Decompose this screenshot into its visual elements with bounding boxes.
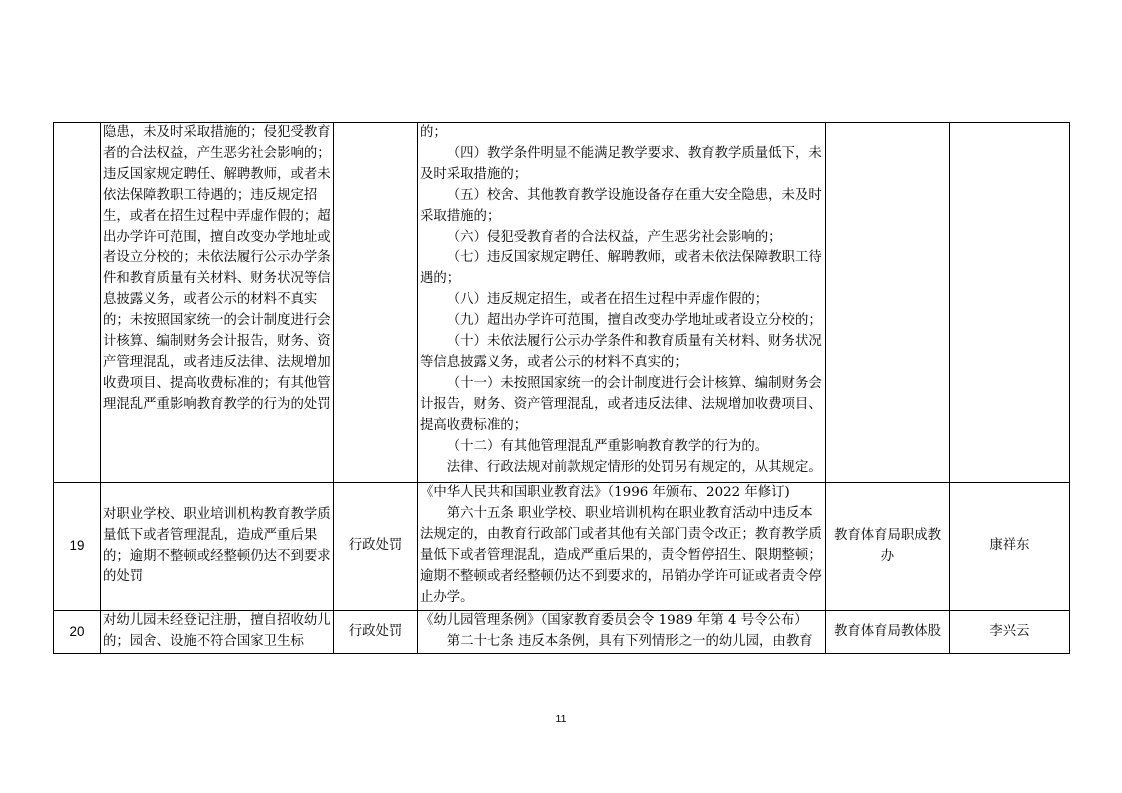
action-type-cell (334, 123, 418, 483)
basis-line: 第六十五条 职业学校、职业培训机构在职业教育活动中违反本法规定的，由教育行政部门或者其他有关部门责令改正；教育教学质量低下或者管理混乱，造成严重后果的，责令暂停招生、限期整顿；逾期不整顿或者经整顿仍达不到要求的，吊销办学许可证或者责令停止办学。 (420, 505, 822, 605)
page-number: 11 (555, 713, 567, 725)
basis-line: 《幼儿园管理条例》（国家教育委员会令 1989 年第 4 号令公布） (420, 613, 808, 628)
action-type-cell: 行政处罚 (334, 611, 418, 654)
basis-line: （五）校舍、其他教育教学设施设备存在重大安全隐患，未及时采取措施的； (420, 187, 822, 224)
basis-line: （八）违反规定招生，或者在招生过程中弄虚作假的； (446, 292, 769, 308)
basis-line: （七）违反国家规定聘任、解聘教师，或者未依法保障教职工待遇的； (420, 250, 822, 287)
table-row (54, 483, 1070, 611)
responsible-person-cell: 李兴云 (950, 611, 1070, 654)
table-row (54, 123, 1070, 483)
responsible-person-cell (950, 123, 1070, 483)
department-cell (826, 123, 950, 483)
item-name-text: 对幼儿园未经登记注册，擅自招收幼儿的；园舍、设施不符合国家卫生标 (103, 613, 331, 649)
basis-line: （九）超出办学许可范围，擅自改变办学地址或者设立分校的； (446, 313, 822, 329)
legal-basis-cell (418, 611, 826, 654)
legal-basis-cell (418, 123, 826, 483)
basis-line: 第二十七条 违反本条例，具有下列情形之一的幼儿园，由教育 (446, 633, 813, 649)
department-cell: 教育体育局教体股 (826, 611, 950, 654)
basis-line: （十一）未按照国家统一的会计制度进行会计核算、编制财务会计报告，财务、资产管理混乱，或者违反法律、法规增加收费项目、提高收费标准的； (420, 375, 822, 433)
table-row (54, 611, 1070, 654)
basis-line: 《中华人民共和国职业教育法》（1996 年颁布、2022 年修订) (420, 485, 790, 500)
row-number: 20 (54, 611, 101, 654)
basis-line: （十二）有其他管理混乱严重影响教育教学的行为的。 (446, 438, 769, 454)
enforcement-table (53, 122, 1070, 654)
item-name-text: 对职业学校、职业培训机构教育教学质量低下或者管理混乱，造成严重后果的；逾期不整顿或经整顿仍达不到要求的处罚 (103, 506, 331, 585)
item-name-text: 隐患，未及时采取措施的；侵犯受教育者的合法权益，产生恶劣社会影响的；违反国家规定聘任、解聘教师，或者未依法保障教职工待遇的；违反规定招生，或者在招生过程中弄虚作假的；超出办学许可范围，擅自改变办学地址或者设立分校的；未依法履行公示办学条件和教育质量有关材料、财务状况等信息披露义务，或者公示的材料不真实的；未按照国家统一的会计制度进行会计核算、编制财务会计报告，财务、资产管理混乱，或者违反法律、法规增加收费项目、提高收费标准的；有其他管理混乱严重影响教育教学的行为的处罚 (103, 125, 331, 412)
basis-line: （六）侵犯受教育者的合法权益，产生恶劣社会影响的； (446, 229, 782, 245)
basis-line: 法律、行政法规对前款规定情形的处罚另有规定的，从其规定。 (446, 459, 822, 475)
item-name-cell (101, 483, 334, 611)
basis-line: （十）未依法履行公示办学条件和教育质量有关材料、财务状况等信息披露义务，或者公示的材料不真实的； (420, 334, 822, 370)
responsible-person-cell: 康祥东 (950, 483, 1070, 611)
legal-basis-cell (418, 483, 826, 611)
row-number (54, 123, 101, 483)
item-name-cell (101, 123, 334, 483)
item-name-cell (101, 611, 334, 654)
department-cell: 教育体育局职成教办 (826, 483, 950, 611)
basis-line: （四）教学条件明显不能满足教学要求、教育教学质量低下，未及时采取措施的； (420, 145, 822, 182)
action-type-cell: 行政处罚 (334, 483, 418, 611)
row-number: 19 (54, 483, 101, 611)
basis-line: 的； (420, 125, 447, 140)
